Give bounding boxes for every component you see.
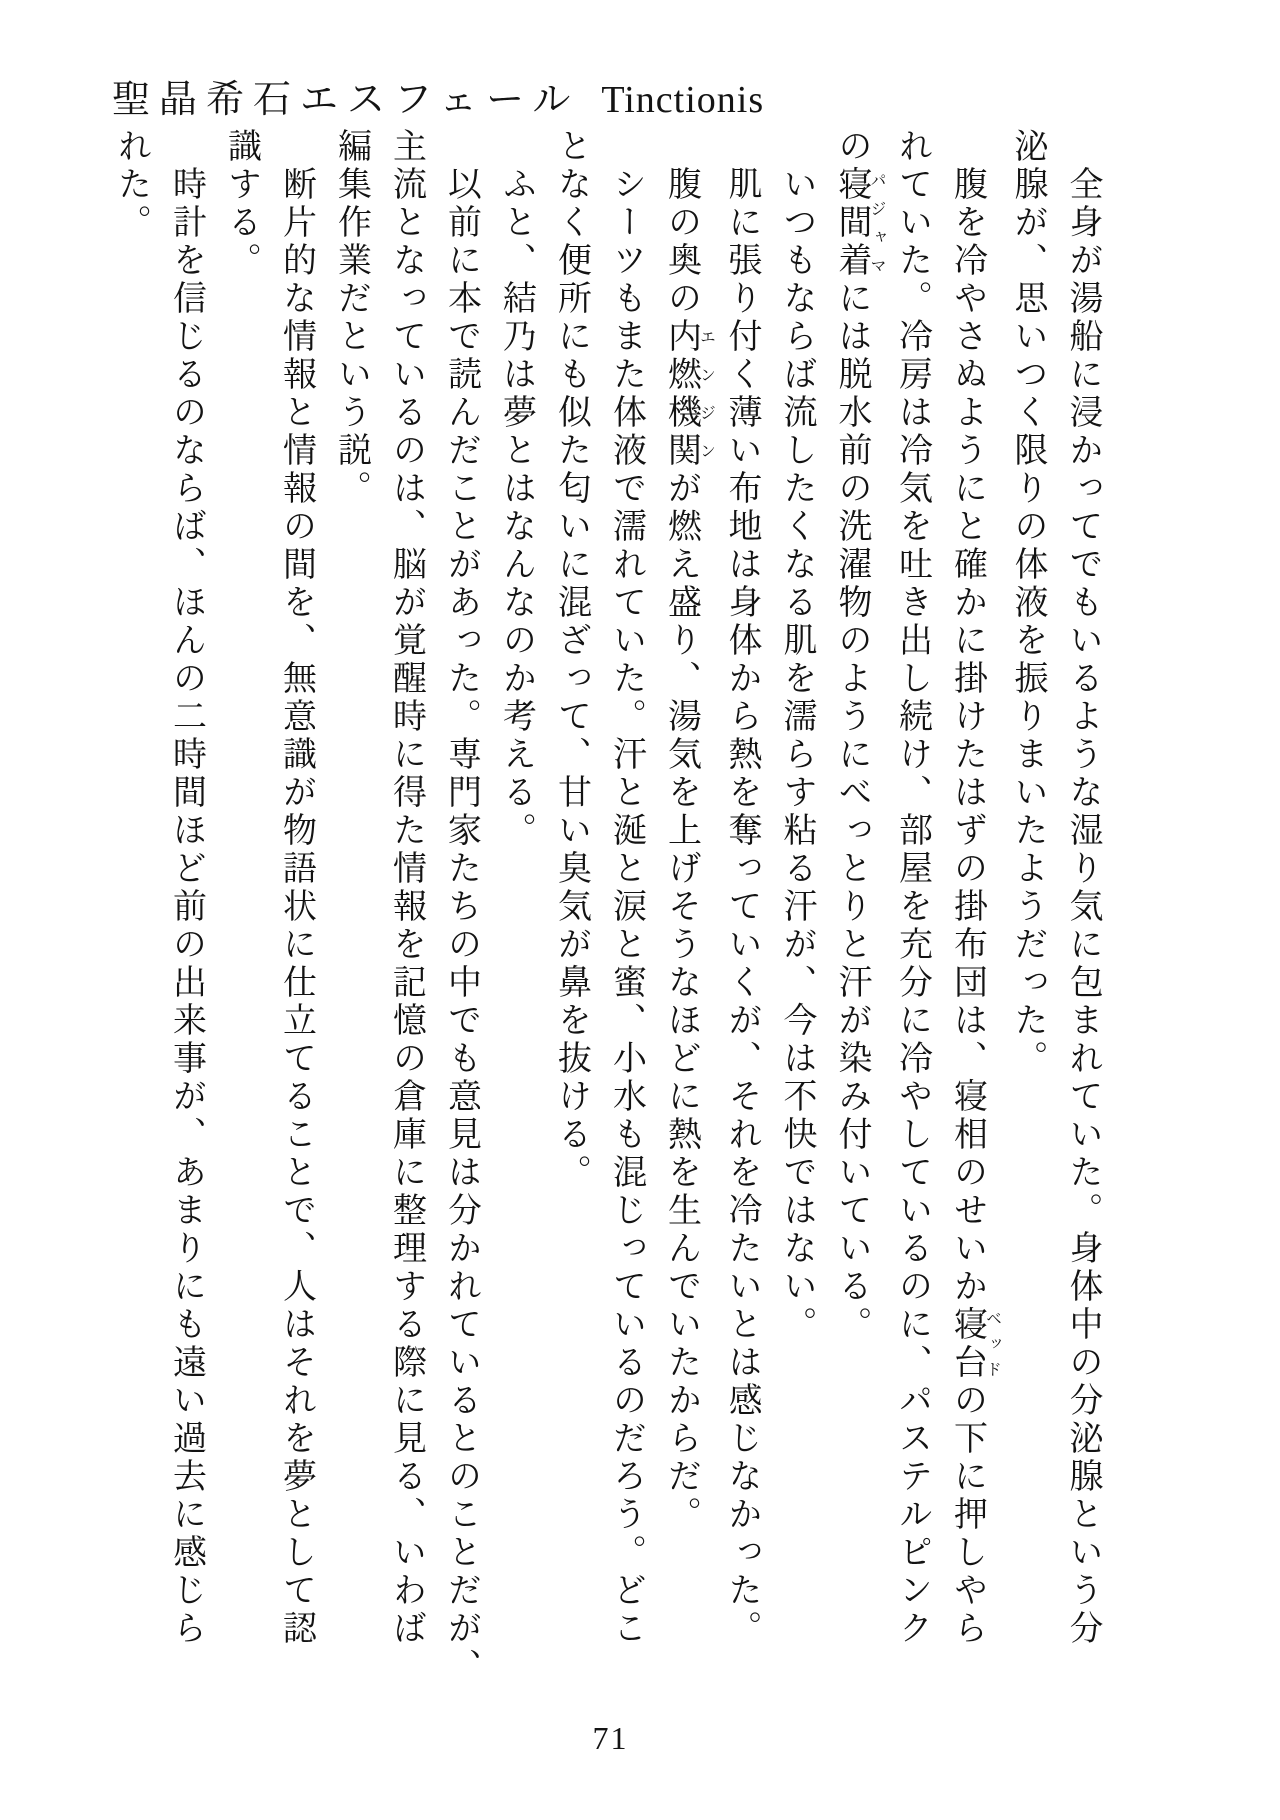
ruby-annotated-word: 寝台ベッド (948, 1306, 1001, 1382)
text-line: 時計を信じるのならば、ほんの二時間ほど前の出来事が、あまりにも遠い過去に感じら (167, 128, 205, 1648)
running-head (112, 68, 764, 123)
text-line: ふと、結乃は夢とはなんなのか考える。 (497, 128, 535, 850)
book-title-latin: Tinctionis (601, 79, 765, 121)
text-line: 全身が湯船に浸かってでもいるような湿り気に包まれていた。身体中の分泌腺という分 (1064, 128, 1101, 1648)
text-line: いつもならば流したくなる肌を濡らす粘る汗が、今は不快ではない。 (778, 128, 815, 1344)
text-line: れていた。冷房は冷気を吐き出し続け、部屋を充分に冷やしているのに、パステルピンク (893, 128, 931, 1648)
ruby-annotated-word: 寝間着パジャマ (833, 166, 885, 280)
ruby-annotated-word: 内燃機関エンジン (662, 318, 715, 470)
text-line: れた。 (112, 128, 150, 242)
text-line: 腹を冷やさぬようにと確かに掛けたはずの掛布団は、寝相のせいか寝台ベッドの下に押しやら (948, 128, 1001, 1648)
text-line: 以前に本で読んだことがあった。専門家たちの中でも意見は分かれているとのことだが、 (442, 128, 480, 1686)
text-line: シーツもまた体液で濡れていた。汗と涎と涙と蜜、小水も混じっているのだろう。どこ (607, 128, 645, 1648)
text-line: となく便所にも似た匂いに混ざって、甘い臭気が鼻を抜ける。 (552, 128, 590, 1192)
text-line: 主流となっているのは、脳が覚醒時に得た情報を記憶の倉庫に整理する際に見る、いわば (387, 128, 425, 1648)
book-title-japanese: 聖晶希石エスフェール (112, 79, 580, 121)
page-number: 71 (592, 1720, 629, 1756)
text-line: 断片的な情報と情報の間を、無意識が物語状に仕立てることで、人はそれを夢として認 (277, 128, 315, 1648)
text-line: の寝間着パジャマには脱水前の洗濯物のようにべっとりと汗が染み付いている。 (833, 128, 885, 1344)
text-line: 編集作業だという説。 (332, 128, 370, 508)
text-line: 泌腺が、思いつく限りの体液を振りまいたようだった。 (1009, 128, 1046, 1078)
body-text (104, 128, 1111, 1690)
text-line: 腹の奥の内燃機関エンジンが燃え盛り、湯気を上げそうなほどに熱を生んでいたからだ。 (662, 128, 715, 1534)
text-line: 識する。 (222, 128, 260, 280)
text-line: 肌に張り付く薄い布地は身体から熱を奪っていくが、それを冷たいとは感じなかった。 (723, 128, 760, 1648)
